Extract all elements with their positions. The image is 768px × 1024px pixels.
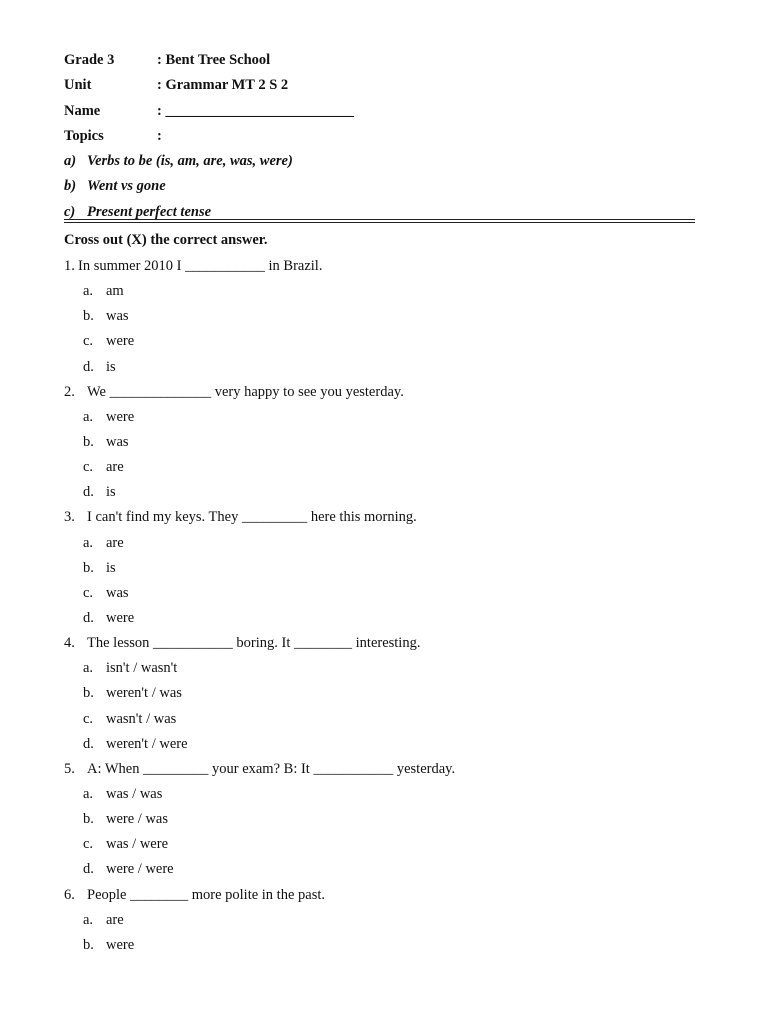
answer-option[interactable] (64, 834, 696, 859)
option-letter: a. (83, 660, 94, 677)
worksheet-header (64, 50, 696, 227)
header-row-name (64, 101, 696, 126)
instruction-text: Cross out (X) the correct answer. (64, 232, 268, 248)
option-letter: d. (83, 609, 94, 626)
topic-text: Present perfect tense (87, 203, 212, 220)
option-text: were (106, 609, 135, 626)
question-text: In summer 2010 I ___________ in Brazil. (78, 258, 323, 274)
option-text: are (106, 911, 124, 928)
answer-option[interactable] (64, 306, 696, 331)
answer-option[interactable] (64, 583, 696, 608)
topic-letter: c) (64, 203, 76, 220)
topic-text: Went vs gone (87, 178, 166, 195)
question-stem (64, 759, 696, 784)
option-letter: b. (83, 433, 94, 450)
answer-option[interactable] (64, 407, 696, 432)
header-value: : Bent Tree School (157, 52, 271, 68)
question-number: 2. (64, 383, 75, 400)
option-letter: c. (83, 333, 94, 350)
option-letter: a. (83, 785, 94, 802)
option-text: were (106, 408, 135, 425)
option-text: was / was (106, 785, 163, 802)
option-letter: b. (83, 936, 94, 953)
option-text: was (106, 433, 129, 450)
header-key: Unit (64, 77, 92, 94)
option-letter: a. (83, 283, 94, 300)
question-text: People ________ more polite in the past. (87, 886, 326, 903)
answer-option[interactable] (64, 734, 696, 759)
option-letter: c. (83, 584, 94, 601)
answer-option[interactable] (64, 482, 696, 507)
option-letter: b. (83, 685, 94, 702)
question-number: 5. (64, 760, 75, 777)
answer-option[interactable] (64, 357, 696, 382)
header-value: : Grammar MT 2 S 2 (157, 77, 289, 94)
option-letter: c. (83, 710, 94, 727)
option-letter: a. (83, 408, 94, 425)
question-text: A: When _________ your exam? B: It ___________ yesterday. (87, 760, 456, 777)
option-text: were (106, 333, 135, 350)
question-number: 1. (64, 258, 75, 274)
topic-item (64, 176, 696, 201)
option-text: isn't / wasn't (106, 660, 178, 677)
header-row-grade (64, 50, 696, 75)
option-letter: b. (83, 811, 94, 828)
question-stem (64, 507, 696, 532)
topic-letter: b) (64, 178, 77, 195)
answer-option[interactable] (64, 608, 696, 633)
answer-option[interactable] (64, 658, 696, 683)
answer-option[interactable] (64, 683, 696, 708)
option-text: were / was (106, 811, 169, 828)
option-text: were / were (106, 861, 174, 878)
option-text: was (106, 584, 129, 601)
option-text: weren't / were (106, 735, 188, 752)
question-list (64, 256, 696, 960)
answer-option[interactable] (64, 281, 696, 306)
header-value: : (157, 127, 162, 144)
question-stem (64, 633, 696, 658)
header-row-topics (64, 126, 696, 151)
option-text: is (106, 358, 116, 375)
answer-option[interactable] (64, 784, 696, 809)
question-text: We ______________ very happy to see you yesterday. (87, 383, 404, 400)
question-stem (64, 382, 696, 407)
option-letter: d. (83, 358, 94, 375)
option-text: weren't / was (106, 685, 182, 702)
answer-option[interactable] (64, 809, 696, 834)
option-letter: a. (83, 534, 94, 551)
answer-option[interactable] (64, 910, 696, 935)
answer-option[interactable] (64, 558, 696, 583)
topic-item (64, 202, 696, 227)
question-text: The lesson ___________ boring. It ________ interesting. (87, 635, 421, 652)
question-stem (64, 885, 696, 910)
question-number: 4. (64, 635, 75, 652)
option-letter: a. (83, 911, 94, 928)
answer-option[interactable] (64, 859, 696, 884)
option-letter: c. (83, 459, 94, 476)
option-text: was (106, 308, 129, 325)
question-stem (64, 256, 696, 281)
topic-letter: a) (64, 153, 77, 170)
divider-line-top (64, 219, 695, 220)
answer-option[interactable] (64, 432, 696, 457)
topic-item (64, 151, 696, 176)
answer-option[interactable] (64, 533, 696, 558)
header-key: Name (64, 102, 101, 119)
question-number: 6. (64, 886, 75, 903)
option-letter: b. (83, 559, 94, 576)
question-number: 3. (64, 509, 75, 526)
option-letter: d. (83, 735, 94, 752)
topic-text: Verbs to be (is, am, are, was, were) (87, 153, 293, 170)
divider-line-bottom (64, 222, 695, 223)
option-letter: d. (83, 861, 94, 878)
answer-option[interactable] (64, 935, 696, 960)
option-text: am (106, 283, 124, 300)
option-text: is (106, 559, 116, 576)
option-letter: c. (83, 836, 94, 853)
option-text: was / were (106, 836, 169, 853)
option-text: were (106, 936, 135, 953)
question-text: I can't find my keys. They _________ here this morning. (87, 509, 417, 526)
option-text: is (106, 484, 116, 501)
header-key: Grade 3 (64, 52, 115, 68)
answer-option[interactable] (64, 709, 696, 734)
option-text: wasn't / was (106, 710, 177, 727)
option-letter: d. (83, 484, 94, 501)
option-letter: b. (83, 308, 94, 325)
option-text: are (106, 459, 124, 476)
header-row-unit (64, 75, 696, 100)
answer-option[interactable] (64, 331, 696, 356)
name-blank: : __________________________ (157, 102, 354, 119)
option-text: are (106, 534, 124, 551)
answer-option[interactable] (64, 457, 696, 482)
header-key: Topics (64, 127, 104, 144)
